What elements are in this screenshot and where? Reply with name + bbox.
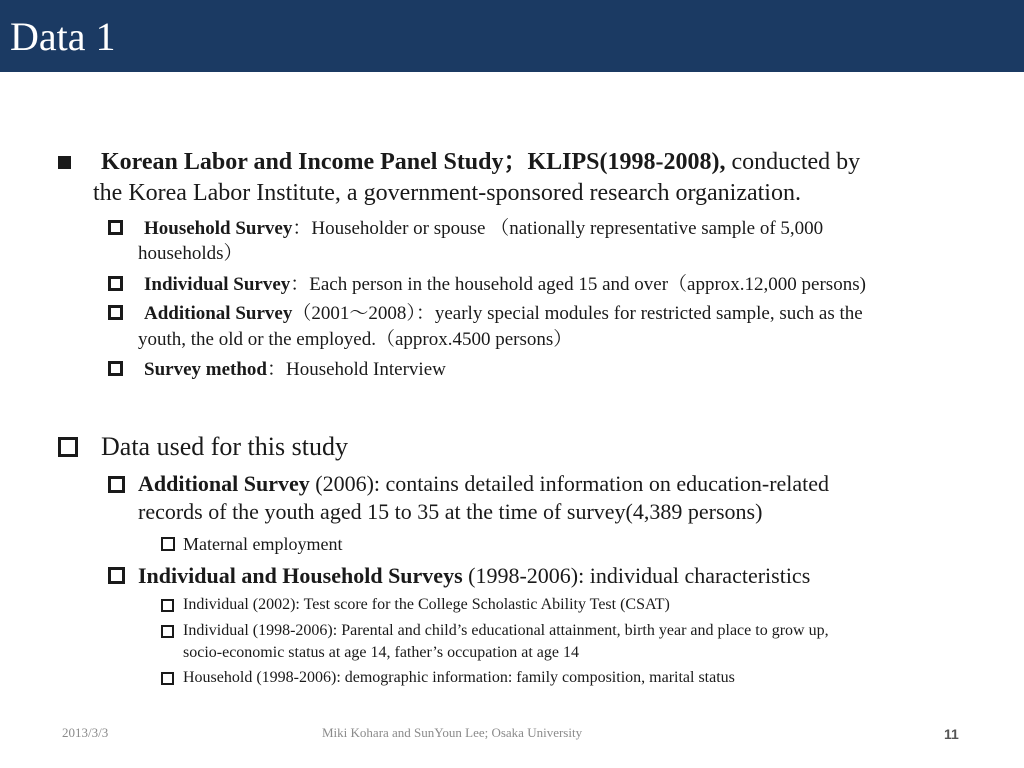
title-bar xyxy=(0,0,1024,72)
box-bullet-icon xyxy=(161,599,174,612)
box-bullet-icon xyxy=(161,625,174,638)
footer-date: 2013/3/3 xyxy=(62,725,109,740)
survey-method-text: ：Household Interview xyxy=(266,359,446,380)
box-bullet-icon xyxy=(108,305,123,320)
box-bullet-icon xyxy=(161,537,175,551)
box-bullet-icon xyxy=(161,672,174,685)
page-number: 11 xyxy=(944,726,959,742)
study-heading: Data used for this study xyxy=(101,432,348,461)
klips-title: Korean Labor and Income Panel Study；KLIPS(1998-2008), xyxy=(101,149,726,175)
survey-method-label: Survey method xyxy=(144,359,267,380)
klips-line-2: the Korea Labor Institute, a government-sponsored research organization. xyxy=(93,180,801,206)
additional-survey-text: （2001～2008）：yearly special modules for restricted sample, such as the xyxy=(292,303,863,324)
household-survey-text: ：Householder or spouse （nationally representative sample of 5,000 xyxy=(292,218,824,239)
additional-survey-text-2: youth, the old or the employed.（approx.4500 persons） xyxy=(138,329,573,350)
study-additional-text-2: records of the youth aged 15 to 35 at the time of survey(4,389 persons) xyxy=(138,499,763,524)
individual-survey-label: Individual Survey xyxy=(144,274,291,295)
box-bullet-icon xyxy=(108,476,125,493)
indiv-household-text: (1998-2006): individual characteristics xyxy=(462,563,811,588)
household-survey-text-2: households） xyxy=(138,243,243,264)
box-bullet-icon xyxy=(58,437,78,457)
box-bullet-icon xyxy=(108,567,125,584)
additional-survey-label: Additional Survey xyxy=(144,303,293,324)
klips-line-1-rest: conducted by xyxy=(725,149,861,175)
maternal-employment: Maternal employment xyxy=(183,534,343,554)
study-additional-label: Additional Survey xyxy=(138,471,310,496)
square-bullet-icon xyxy=(58,156,71,169)
footer-authors: Miki Kohara and SunYoun Lee; Osaka University xyxy=(322,725,583,740)
box-bullet-icon xyxy=(108,276,123,291)
indiv-household-item xyxy=(138,561,810,591)
sub-item-csat: Individual (2002): Test score for the College Scholastic Ability Test (CSAT) xyxy=(183,596,670,613)
individual-survey-item xyxy=(144,272,866,298)
slide-title: Data 1 xyxy=(10,14,116,59)
additional-survey-item xyxy=(144,301,863,327)
sub-item-parental-2: socio-economic status at age 14, father’s occupation at age 14 xyxy=(183,644,580,661)
sub-item-household: Household (1998-2006): demographic information: family composition, marital status xyxy=(183,669,735,686)
box-bullet-icon xyxy=(108,220,123,235)
study-additional-item xyxy=(138,469,829,499)
klips-line-1 xyxy=(101,146,860,178)
household-survey-label: Household Survey xyxy=(144,218,293,239)
study-additional-text: (2006): contains detailed information on education-related xyxy=(309,471,830,496)
household-survey-item xyxy=(144,216,823,242)
individual-survey-text: ：Each person in the household aged 15 and over（approx.12,000 persons) xyxy=(290,274,866,295)
survey-method-item xyxy=(144,357,446,383)
box-bullet-icon xyxy=(108,361,123,376)
indiv-household-label: Individual and Household Surveys xyxy=(138,563,463,588)
sub-item-parental: Individual (1998-2006): Parental and child’s educational attainment, birth year and place to grow up, xyxy=(183,622,829,639)
